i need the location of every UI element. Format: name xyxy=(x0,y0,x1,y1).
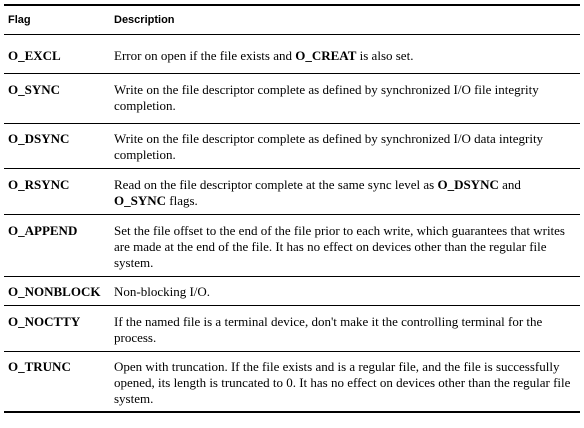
table-row xyxy=(4,124,580,169)
flag-reference: O_CREAT xyxy=(295,48,357,63)
flag-reference: O_SYNC xyxy=(114,193,167,208)
table-row xyxy=(4,74,580,124)
table-row xyxy=(4,215,580,277)
table-header xyxy=(4,6,580,35)
flag-reference: O_DSYNC xyxy=(437,177,499,192)
table-row xyxy=(4,277,580,306)
table-row xyxy=(4,352,580,411)
row-description: Non-blocking I/O. xyxy=(114,284,211,299)
row-description: Open with truncation. If the file exists and is a regular file, and the file is successfully opened, its length is truncated to 0. It has no effect on devices other than the regular file system. xyxy=(114,359,571,406)
row-description: Read on the file descriptor complete at the same sync level as O_DSYNC and O_SYNC flags. xyxy=(114,177,521,208)
row-flag: O_SYNC xyxy=(8,82,61,97)
row-description: If the named file is a terminal device, don't make it the controlling terminal for the process. xyxy=(114,314,543,345)
row-flag: O_TRUNC xyxy=(8,359,71,374)
row-flag: O_RSYNC xyxy=(8,177,70,192)
row-description: Write on the file descriptor complete as defined by synchronized I/O data integrity completion. xyxy=(114,131,544,162)
flags-table xyxy=(4,4,580,413)
header-description: Description xyxy=(114,14,175,26)
table-row xyxy=(4,306,580,352)
header-flag: Flag xyxy=(8,14,31,26)
row-flag: O_APPEND xyxy=(8,223,78,238)
row-flag: O_DSYNC xyxy=(8,131,70,146)
row-flag: O_NONBLOCK xyxy=(8,284,101,299)
row-description: Error on open if the file exists and O_CREAT is also set. xyxy=(114,48,414,63)
row-flag: O_NOCTTY xyxy=(8,314,81,329)
table-row xyxy=(4,169,580,215)
table-row xyxy=(4,35,580,74)
row-description: Set the file offset to the end of the file prior to each write, which guarantees that writes are made at the end of the file. It has no effect on devices other than the regular file system. xyxy=(114,223,565,270)
row-description: Write on the file descriptor complete as defined by synchronized I/O file integrity completion. xyxy=(114,82,539,113)
row-flag: O_EXCL xyxy=(8,48,61,63)
